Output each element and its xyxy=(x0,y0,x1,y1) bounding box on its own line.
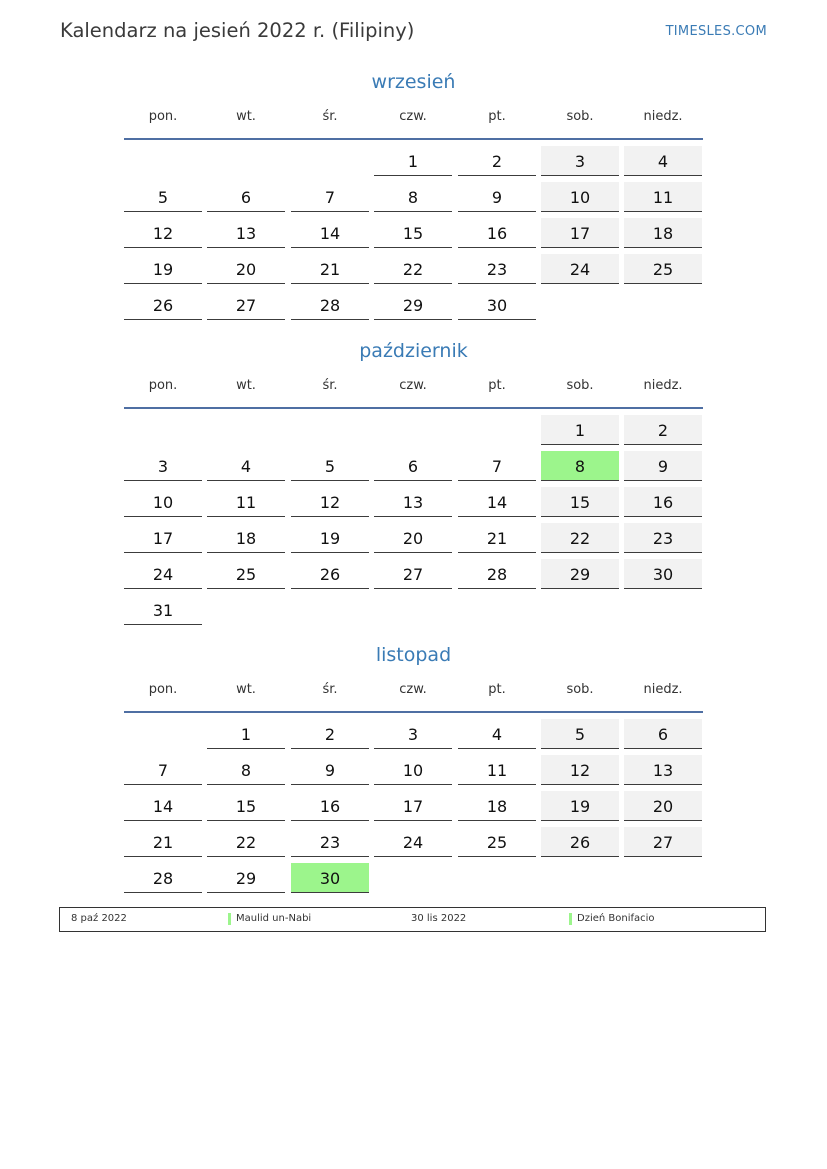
day-cell: 20 xyxy=(624,791,702,821)
weekday-label: śr. xyxy=(322,109,338,124)
weekday-header xyxy=(124,669,703,713)
day-cell: 8 xyxy=(207,755,285,785)
day-cell: 28 xyxy=(291,290,369,320)
day-cell: 16 xyxy=(291,791,369,821)
day-cell: 14 xyxy=(458,487,536,517)
weekday-label: czw. xyxy=(399,682,427,697)
month-calendar xyxy=(124,68,703,315)
weekday-label: niedz. xyxy=(643,682,683,697)
day-cell: 17 xyxy=(374,791,452,821)
day-cell: 30 xyxy=(624,559,702,589)
day-cell: 25 xyxy=(458,827,536,857)
legend-date: 30 lis 2022 xyxy=(411,913,467,924)
month-calendar xyxy=(124,337,703,620)
day-cell: 21 xyxy=(291,254,369,284)
day-cell: 20 xyxy=(374,523,452,553)
day-cell: 29 xyxy=(374,290,452,320)
day-cell: 15 xyxy=(207,791,285,821)
month-name: wrzesień xyxy=(371,71,456,93)
day-cell: 1 xyxy=(374,146,452,176)
day-cell: 2 xyxy=(624,415,702,445)
legend-date: 8 paź 2022 xyxy=(71,913,127,924)
day-cell: 21 xyxy=(458,523,536,553)
day-cell: 13 xyxy=(207,218,285,248)
day-cell: 14 xyxy=(291,218,369,248)
day-cell: 8 xyxy=(374,182,452,212)
weekday-label: sob. xyxy=(566,378,594,393)
day-cell: 26 xyxy=(291,559,369,589)
weekday-label: niedz. xyxy=(643,109,683,124)
weekday-label: śr. xyxy=(322,378,338,393)
day-cell: 4 xyxy=(207,451,285,481)
day-cell: 2 xyxy=(291,719,369,749)
day-cell: 28 xyxy=(458,559,536,589)
day-cell: 12 xyxy=(124,218,202,248)
day-cell: 15 xyxy=(541,487,619,517)
day-cell: 30 xyxy=(458,290,536,320)
day-cell: 25 xyxy=(207,559,285,589)
weekday-label: wt. xyxy=(236,109,256,124)
day-cell: 11 xyxy=(624,182,702,212)
holiday-day-cell: 8 xyxy=(541,451,619,481)
day-cell: 17 xyxy=(124,523,202,553)
month-name: październik xyxy=(359,340,468,362)
weekday-label: pt. xyxy=(488,109,506,124)
day-cell: 26 xyxy=(124,290,202,320)
day-cell: 3 xyxy=(124,451,202,481)
day-cell: 18 xyxy=(624,218,702,248)
day-cell: 16 xyxy=(458,218,536,248)
day-cell: 1 xyxy=(541,415,619,445)
day-cell: 27 xyxy=(374,559,452,589)
day-cell: 1 xyxy=(207,719,285,749)
weekday-label: wt. xyxy=(236,378,256,393)
day-cell: 20 xyxy=(207,254,285,284)
day-cell: 27 xyxy=(207,290,285,320)
day-cell: 13 xyxy=(374,487,452,517)
day-cell: 13 xyxy=(624,755,702,785)
day-cell: 17 xyxy=(541,218,619,248)
weekday-header xyxy=(124,96,703,140)
day-cell: 22 xyxy=(374,254,452,284)
day-cell: 29 xyxy=(207,863,285,893)
day-cell: 14 xyxy=(124,791,202,821)
weekday-label: pt. xyxy=(488,682,506,697)
weekday-label: sob. xyxy=(566,682,594,697)
holiday-day-cell: 30 xyxy=(291,863,369,893)
day-cell: 19 xyxy=(541,791,619,821)
legend-holiday-name: Maulid un-Nabi xyxy=(236,913,312,924)
site-link[interactable]: TIMESLES.COM xyxy=(665,24,767,39)
day-cell: 12 xyxy=(541,755,619,785)
holiday-legend xyxy=(59,907,766,932)
day-cell: 5 xyxy=(291,451,369,481)
day-cell: 23 xyxy=(624,523,702,553)
day-cell: 7 xyxy=(458,451,536,481)
day-cell: 3 xyxy=(541,146,619,176)
day-cell: 3 xyxy=(374,719,452,749)
day-cell: 25 xyxy=(624,254,702,284)
day-cell: 7 xyxy=(291,182,369,212)
weekday-label: czw. xyxy=(399,109,427,124)
day-cell: 5 xyxy=(541,719,619,749)
weekday-label: śr. xyxy=(322,682,338,697)
day-cell: 11 xyxy=(207,487,285,517)
day-cell: 12 xyxy=(291,487,369,517)
day-cell: 6 xyxy=(207,182,285,212)
weekday-header xyxy=(124,365,703,409)
day-cell: 4 xyxy=(458,719,536,749)
weekday-label: czw. xyxy=(399,378,427,393)
day-cell: 6 xyxy=(374,451,452,481)
legend-color-swatch xyxy=(228,913,231,925)
weekday-label: pt. xyxy=(488,378,506,393)
day-cell: 11 xyxy=(458,755,536,785)
day-cell: 26 xyxy=(541,827,619,857)
day-cell: 28 xyxy=(124,863,202,893)
day-cell: 10 xyxy=(374,755,452,785)
day-cell: 22 xyxy=(207,827,285,857)
day-cell: 9 xyxy=(458,182,536,212)
day-cell: 18 xyxy=(207,523,285,553)
day-cell: 24 xyxy=(374,827,452,857)
legend-color-swatch xyxy=(569,913,572,925)
day-cell: 27 xyxy=(624,827,702,857)
legend-holiday-name: Dzień Bonifacio xyxy=(577,913,655,924)
day-cell: 23 xyxy=(291,827,369,857)
month-name: listopad xyxy=(375,644,452,666)
day-cell: 5 xyxy=(124,182,202,212)
weekday-label: niedz. xyxy=(643,378,683,393)
day-cell: 6 xyxy=(624,719,702,749)
weekday-label: sob. xyxy=(566,109,594,124)
day-cell: 21 xyxy=(124,827,202,857)
weekday-label: pon. xyxy=(148,378,178,393)
day-cell: 9 xyxy=(291,755,369,785)
day-cell: 19 xyxy=(124,254,202,284)
page-title: Kalendarz na jesień 2022 r. (Filipiny) xyxy=(60,19,415,42)
month-calendar xyxy=(124,641,703,888)
weekday-label: wt. xyxy=(236,682,256,697)
day-cell: 9 xyxy=(624,451,702,481)
day-cell: 22 xyxy=(541,523,619,553)
weekday-label: pon. xyxy=(148,109,178,124)
day-cell: 31 xyxy=(124,595,202,625)
day-cell: 10 xyxy=(541,182,619,212)
day-cell: 23 xyxy=(458,254,536,284)
day-cell: 19 xyxy=(291,523,369,553)
day-cell: 2 xyxy=(458,146,536,176)
day-cell: 29 xyxy=(541,559,619,589)
day-cell: 24 xyxy=(541,254,619,284)
day-cell: 18 xyxy=(458,791,536,821)
day-cell: 7 xyxy=(124,755,202,785)
weekday-label: pon. xyxy=(148,682,178,697)
day-cell: 15 xyxy=(374,218,452,248)
day-cell: 10 xyxy=(124,487,202,517)
day-cell: 4 xyxy=(624,146,702,176)
day-cell: 16 xyxy=(624,487,702,517)
day-cell: 24 xyxy=(124,559,202,589)
